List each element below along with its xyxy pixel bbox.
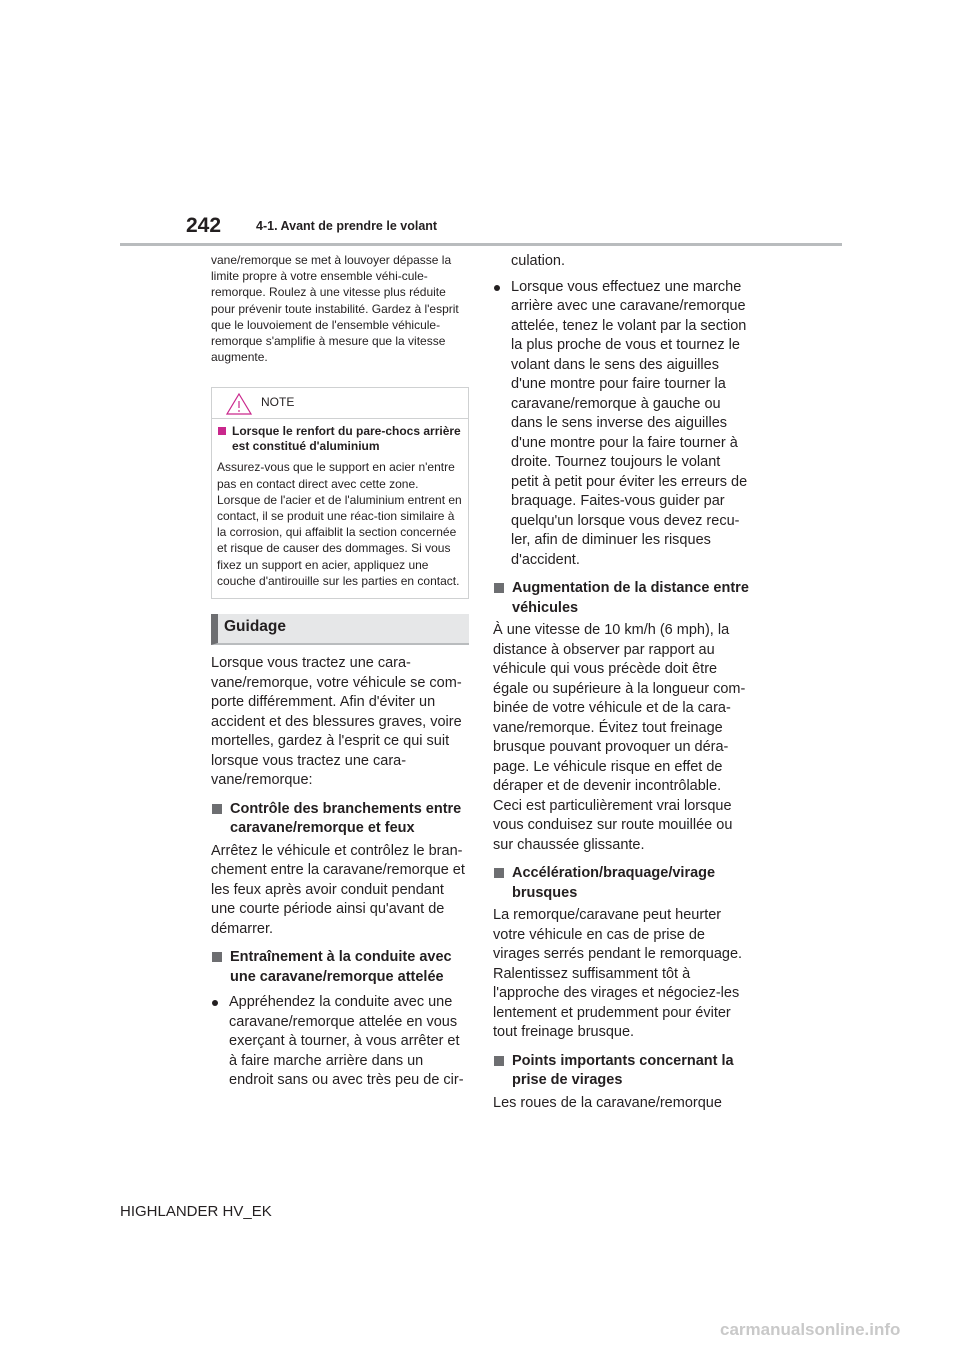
note-box — [211, 387, 469, 599]
watermark: carmanualsonline.info — [720, 1320, 901, 1339]
note-subtitle — [217, 424, 463, 454]
section-title: 4-1. Avant de prendre le volant — [256, 219, 438, 233]
subheading-branchements — [211, 800, 469, 839]
warning-triangle-icon — [226, 393, 252, 415]
branchements-text: Arrêtez le véhicule et contrôlez le bran-chement entre la caravane/remorque et les feux après avoir conduit pendant une courte période ainsi qu'avant de démarrer. — [211, 842, 465, 937]
bullet-dot-icon — [212, 1000, 218, 1006]
gray-square-icon — [212, 952, 222, 962]
note-text-1: Assurez-vous que le support en acier n'entre pas en contact direct avec cette zone. — [217, 460, 455, 491]
subheading-acceleration — [493, 864, 749, 903]
bullet-item — [493, 278, 749, 571]
subheading-text: Entraînement à la conduite avec une caravane/remorque attelée — [230, 949, 452, 985]
header-rule — [120, 243, 842, 246]
subheading-text: Augmentation de la distance entre véhicules — [512, 580, 749, 616]
right-column — [493, 252, 749, 1113]
virages-text: Les roues de la caravane/remorque — [493, 1094, 722, 1111]
bullet-text: Lorsque vous effectuez une marche arrière avec une caravane/remorque attelée, tenez le volant par la section la plus proche de vous et tournez le volant dans le sens des aiguilles d'une montre pour faire tourner la caravane/remorque à gauche ou dans le sens inverse des aiguilles d'une montre pour la faire tourner à droite. Tournez toujours le volant petit à petit pour éviter les erreurs de braquage. Faites-vous guider par quelqu'un lorsque vous devez recu-ler, afin de diminuer les risques d'accident. — [511, 278, 748, 568]
gray-square-icon — [494, 1056, 504, 1066]
subheading-virages — [493, 1052, 749, 1091]
page-number: 242 — [186, 214, 222, 237]
note-text-2: Lorsque de l'acier et de l'aluminium entrent en contact, il se produit une réac-tion similaire à la corrosion, qui affaiblit la section concernée et risque de causer des dommages. Si vous fixez un support en acier, appliquez une couche d'antirouille sur les parties en contact. — [217, 492, 462, 588]
acceleration-text: La remorque/caravane peut heurter votre véhicule en cas de prise de virages serrés pendant le remorquage. Ralentissez suffisamment tôt à l'approche des virages et négociez-les lentement et prudemment pour éviter tout freinage brusque. — [493, 907, 743, 1040]
bullet-dot-icon — [494, 285, 500, 291]
distance-text: À une vitesse de 10 km/h (6 mph), la distance à observer par rapport au véhicule qui vous précède doit être égale ou supérieure à la longueur com-binée de votre véhicule et de la cara-vane/remorque. Évitez tout freinage brusque pouvant provoquer un déra-page. Le véhicule risque en effet de déraper et de devenir incontrôlable. Ceci est particulièrement vrai lorsque vous conduisez sur route mouillée ou sur chaussée glissante. — [493, 622, 746, 853]
subheading-text: Points importants concernant la prise de virages — [512, 1052, 734, 1088]
subheading-text: Contrôle des branchements entre caravane/remorque et feux — [230, 800, 462, 837]
gray-square-icon — [494, 583, 504, 593]
bullet-item — [211, 993, 469, 1091]
intro-paragraph: vane/remorque se met à louvoyer dépasse la limite propre à votre ensemble véhi-cule-remorque. Roulez à une vitesse plus réduite pour prévenir toute instabilité. Gardez à l'esprit que le louvoiement de l'ensemble véhicule-remorque s'amplifie à mesure que la vitesse augmente. — [211, 253, 459, 365]
left-column — [211, 252, 469, 1091]
guidage-heading — [211, 614, 469, 645]
subheading-text: Accélération/braquage/virage brusques — [512, 865, 716, 901]
bullet-continuation: culation. — [511, 253, 566, 269]
guidage-intro: Lorsque vous tractez une cara-vane/remorque, votre véhicule se com-porte différemment. Afin d'éviter un accident et des blessures graves, voire mortelles, gardez à l'esprit ce qui suit lorsque vous tractez une cara-vane/remorque: — [211, 655, 462, 789]
note-title: NOTE — [261, 395, 295, 410]
subheading-entrainement — [211, 948, 469, 987]
footer-model: HIGHLANDER HV_EK — [120, 1203, 272, 1220]
subheading-distance — [493, 579, 749, 618]
note-header — [212, 388, 468, 419]
guidage-title: Guidage — [224, 618, 287, 636]
note-body — [212, 419, 468, 598]
note-subtitle-text: Lorsque le renfort du pare-chocs arrière est constitué d'aluminium — [232, 424, 461, 454]
pink-square-icon — [218, 427, 226, 435]
gray-square-icon — [212, 804, 222, 814]
gray-square-icon — [494, 868, 504, 878]
bullet-text: Appréhendez la conduite avec une caravane/remorque attelée en vous exerçant à tourner, à vous arrêter et à faire marche arrière dans un endroit sans ou avec très peu de cir- — [229, 994, 464, 1089]
